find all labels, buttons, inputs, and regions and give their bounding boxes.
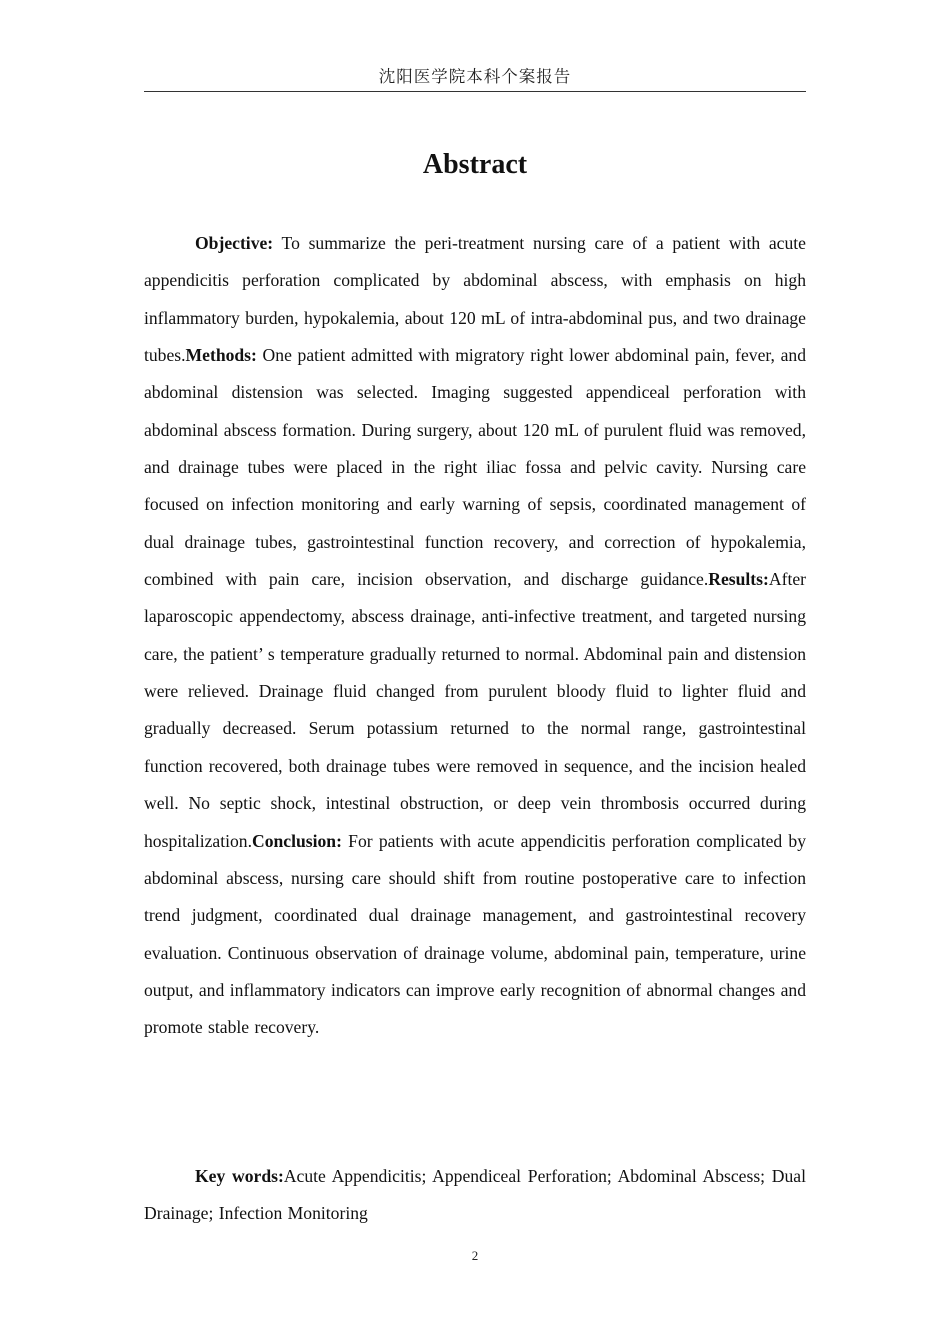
- keywords-label: Key words:: [195, 1166, 284, 1186]
- methods-label: Methods:: [185, 345, 257, 366]
- objective-label: Objective:: [195, 233, 274, 253]
- results-text: After laparoscopic appendectomy, abscess drainage, anti-infective treatment, and targeted nursing care, the patient’ s temperature gradually returned to normal. Abdominal pain and distension were relieved. Drainage fluid changed from purulent bloody fluid to lighter fluid and gradually decreased. Serum potassium returned to the normal range, gastrointestinal function recovered, both drainage tubes were removed in sequence, and the incision healed well. No septic shock, intestinal obstruction, or deep vein thrombosis occurred during hospitalization.: [144, 569, 806, 851]
- abstract-paragraph: [144, 225, 806, 1047]
- keywords-paragraph: [144, 1158, 806, 1233]
- keywords-text: Acute Appendicitis; Appendiceal Perforation; Abdominal Abscess; Dual Drainage; Infection Monitoring: [144, 1166, 806, 1224]
- abstract-title: Abstract: [422, 149, 528, 180]
- page-number: 2: [471, 1248, 479, 1263]
- conclusion-text: For patients with acute appendicitis perforation complicated by abdominal abscess, nursing care should shift from routine postoperative care to infection trend judgment, coordinated dual drainage management, and gastrointestinal recovery evaluation. Continuous observation of drainage volume, abdominal pain, temperature, urine output, and inflammatory indicators can improve early recognition of abnormal changes and promote stable recovery.: [144, 830, 806, 1038]
- objective-text: To summarize the peri-treatment nursing care of a patient with acute appendicitis perforation complicated by abdominal abscess, with emphasis on high inflammatory burden, hypokalemia, about 120 mL of intra-abdominal pus, and two drainage tubes.: [144, 233, 806, 366]
- header-rule: [144, 91, 806, 92]
- conclusion-label: Conclusion:: [252, 830, 342, 851]
- methods-text: One patient admitted with migratory right lower abdominal pain, fever, and abdominal distension was selected. Imaging suggested appendiceal perforation with abdominal abscess formation. During surgery, about 120 mL of purulent fluid was removed, and drainage tubes were placed in the right iliac fossa and pelvic cavity. Nursing care focused on infection monitoring and early warning of sepsis, coordinated management of dual drainage tubes, gastrointestinal function recovery, and correction of hypokalemia, combined with pain care, incision observation, and discharge guidance.: [144, 345, 806, 590]
- results-label: Results:: [708, 569, 769, 590]
- running-header: 沈阳医学院本科个案报告: [378, 67, 572, 86]
